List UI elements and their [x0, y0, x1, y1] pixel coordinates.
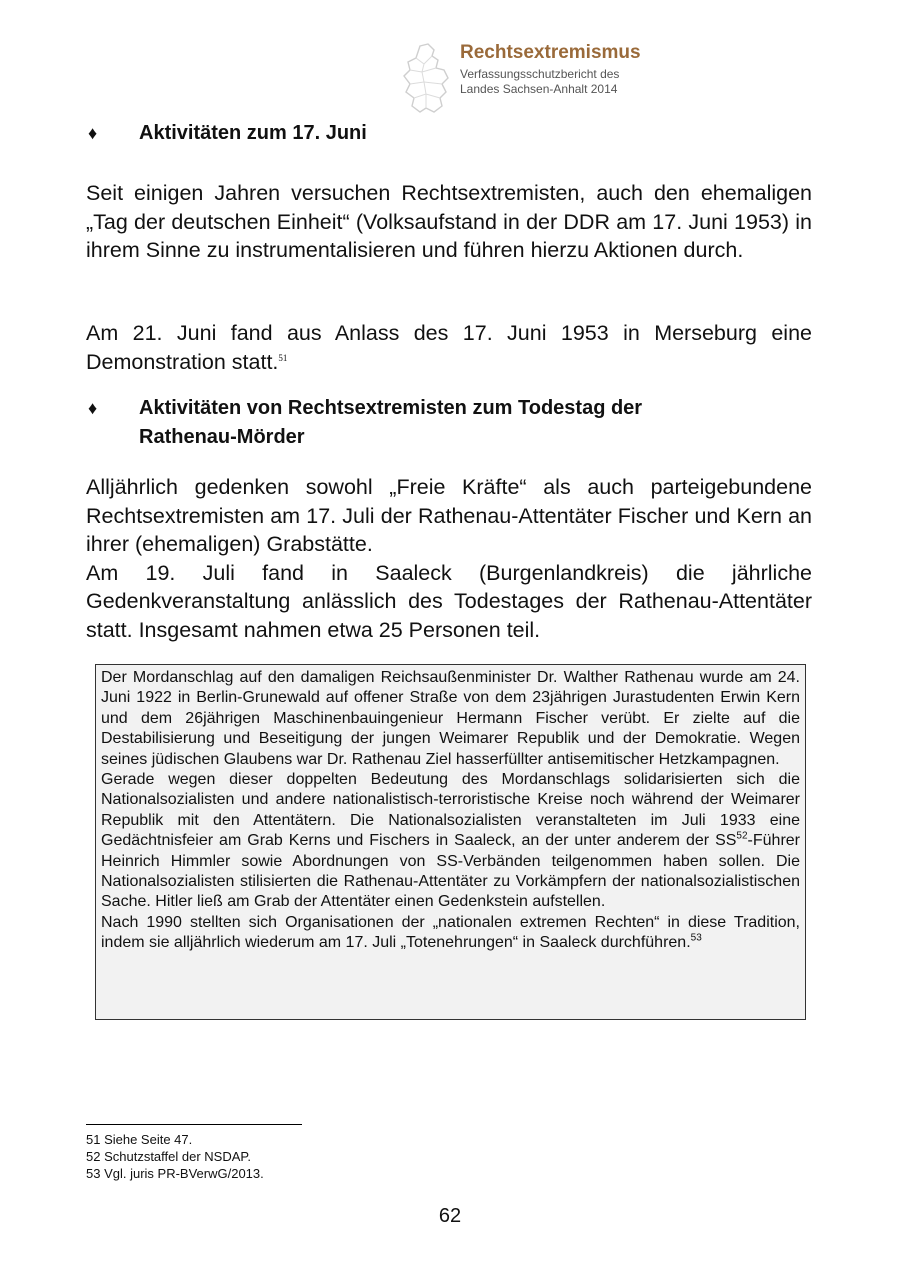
paragraph-text: Am 21. Juni fand aus Anlass des 17. Juni 1953 in Merseburg eine Demonstration statt.$^{51}$ — [86, 321, 812, 374]
footnote-ref: 53 — [690, 932, 702, 944]
paragraph — [86, 319, 812, 376]
diamond-bullet-icon: ♦ — [88, 123, 98, 143]
info-box — [95, 664, 806, 1020]
footnote-divider — [86, 1124, 302, 1125]
footnote-ref: 51 — [278, 352, 288, 363]
footnote-item: 52 Schutzstaffel der NSDAP. — [86, 1149, 252, 1164]
paragraph — [86, 473, 812, 644]
section-heading-text: Aktivitäten zum 17. Juni — [139, 122, 367, 144]
info-box-paragraph: Gerade wegen dieser doppelten Bedeutung des Mordanschlags solidarisierten sich die Nationalsozialisten und andere nationalistisch-terroristische Kreise noch während der Weimarer Republik mit den Attentätern. Die Nationalsozialisten veranstalteten im Juli 1933 eine Gedächtnisfeier am Grab Kerns und Fischers in Saaleck, an der unter anderem der SS$^{52}$-Führer Heinrich Himmler sowie Abordnungen von SS-Verbänden teilgenommen haben sollen. Die Nationalsozialisten stilisierten die Rathenau-Attentäter zu Vorkämpfern der nationalsozialistischen Sache. Hitler ließ am Grab der Attentäter einen Gedenkstein aufstellen. — [101, 771, 800, 911]
footnotes — [86, 1131, 264, 1182]
paragraph-text: Alljährlich gedenken sowohl „Freie Kräfte“ als auch parteigebundene Rechtsextremisten am 17. Juli der Rathenau-Attentäter Fischer und Kern an ihrer (ehemaligen) Grabstätte. — [86, 475, 812, 556]
paragraph — [86, 179, 812, 265]
diamond-bullet-icon: ♦ — [88, 398, 98, 418]
footnote-ref: 52 — [736, 830, 748, 842]
info-box-paragraph: Nach 1990 stellten sich Organisationen der „nationalen extremen Rechten“ in diese Tradition, indem sie alljährlich wiederum am 17. Juli „Totenehrungen“ in Saaleck durchführen.$^{53}$ — [101, 913, 800, 952]
saxony-anhalt-map-logo — [398, 42, 460, 116]
header-title: Rechtsextremismus — [460, 42, 641, 63]
info-box-paragraph: Der Mordanschlag auf den damaligen Reichsaußenminister Dr. Walther Rathenau wurde am 24. Juni 1922 in Berlin-Grunewald auf offener Straße von dem 23jährigen Jurastudenten Erwin Kern und dem 26jährigen Maschinenbauingenieur Hermann Fischer verübt. Er zielte auf die Destabilisierung und Beseitigung der jungen Weimarer Republik und der Demokratie. Wegen seines jüdischen Glaubens war Dr. Rathenau Ziel hasserfüllter antisemitischer Hetzkampagnen. — [101, 669, 800, 768]
header-subtitle-line2: Landes Sachsen-Anhalt 2014 — [460, 82, 618, 96]
paragraph-text: Am 19. Juli fand in Saaleck (Burgenlandkreis) die jährliche Gedenkveranstaltung anlässlich des Todestages der Rathenau-Attentäter statt. Insgesamt nahmen etwa 25 Personen teil. — [86, 560, 812, 642]
page-number: 62 — [438, 1205, 462, 1227]
header-subtitle-line1: Verfassungsschutzbericht des — [460, 67, 620, 81]
footnote-item: 53 Vgl. juris PR-BVerwG/2013. — [86, 1166, 264, 1181]
page-header — [398, 40, 698, 120]
footnote-item: 51 Siehe Seite 47. — [86, 1132, 193, 1147]
section-heading-text: Aktivitäten von Rechtsextremisten zum Todestag der Rathenau-Mörder — [139, 397, 643, 448]
paragraph-text: Seit einigen Jahren versuchen Rechtsextremisten, auch den ehemaligen „Tag der deutschen Einheit“ (Volksaufstand in der DDR am 17. Juni 1953) in ihrem Sinne zu instrumentalisieren und führen hierzu Aktionen durch. — [86, 181, 812, 262]
